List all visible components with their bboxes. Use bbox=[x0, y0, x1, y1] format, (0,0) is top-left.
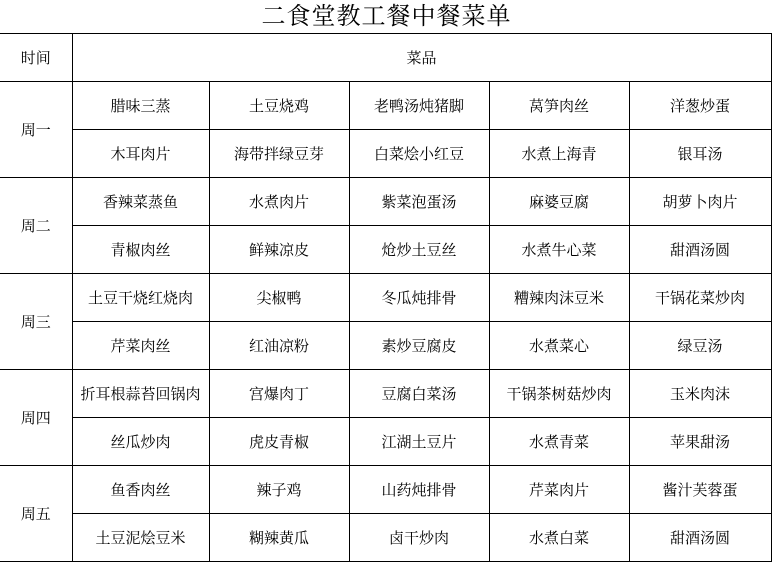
dish-cell: 甜酒汤圆 bbox=[629, 226, 771, 274]
dish-cell: 鲜辣凉皮 bbox=[209, 226, 349, 274]
dish-cell: 辣子鸡 bbox=[209, 466, 349, 514]
dish-cell: 银耳汤 bbox=[629, 130, 771, 178]
dish-cell: 酱汁芙蓉蛋 bbox=[629, 466, 771, 514]
dish-cell: 糟辣肉沫豆米 bbox=[489, 274, 629, 322]
dish-cell: 干锅花菜炒肉 bbox=[629, 274, 771, 322]
day-cell: 周五 bbox=[0, 466, 72, 562]
dish-cell: 虎皮青椒 bbox=[209, 418, 349, 466]
table-row bbox=[0, 226, 771, 274]
day-cell: 周四 bbox=[0, 370, 72, 466]
dish-cell: 糊辣黄瓜 bbox=[209, 514, 349, 562]
dish-cell: 绿豆汤 bbox=[629, 322, 771, 370]
day-cell: 周二 bbox=[0, 178, 72, 274]
header-row bbox=[0, 34, 771, 82]
day-cell: 周三 bbox=[0, 274, 72, 370]
dish-cell: 紫菜泡蛋汤 bbox=[349, 178, 489, 226]
table-row bbox=[0, 82, 771, 130]
dish-cell: 香辣菜蒸鱼 bbox=[72, 178, 209, 226]
menu-table bbox=[0, 33, 772, 562]
dish-cell: 白菜烩小红豆 bbox=[349, 130, 489, 178]
dish-cell: 干锅茶树菇炒肉 bbox=[489, 370, 629, 418]
dish-cell: 水煮青菜 bbox=[489, 418, 629, 466]
dish-cell: 洋葱炒蛋 bbox=[629, 82, 771, 130]
header-dishes: 菜品 bbox=[72, 34, 771, 82]
table-row bbox=[0, 130, 771, 178]
dish-cell: 水煮牛心菜 bbox=[489, 226, 629, 274]
table-row bbox=[0, 466, 771, 514]
dish-cell: 甜酒汤圆 bbox=[629, 514, 771, 562]
table-row bbox=[0, 370, 771, 418]
dish-cell: 丝瓜炒肉 bbox=[72, 418, 209, 466]
dish-cell: 海带拌绿豆芽 bbox=[209, 130, 349, 178]
dish-cell: 芹菜肉丝 bbox=[72, 322, 209, 370]
dish-cell: 芹菜肉片 bbox=[489, 466, 629, 514]
dish-cell: 素炒豆腐皮 bbox=[349, 322, 489, 370]
dish-cell: 土豆泥烩豆米 bbox=[72, 514, 209, 562]
table-row bbox=[0, 322, 771, 370]
dish-cell: 鱼香肉丝 bbox=[72, 466, 209, 514]
header-time: 时间 bbox=[0, 34, 72, 82]
dish-cell: 土豆干烧红烧肉 bbox=[72, 274, 209, 322]
dish-cell: 莴笋肉丝 bbox=[489, 82, 629, 130]
dish-cell: 山药炖排骨 bbox=[349, 466, 489, 514]
dish-cell: 宫爆肉丁 bbox=[209, 370, 349, 418]
dish-cell: 红油凉粉 bbox=[209, 322, 349, 370]
dish-cell: 水煮肉片 bbox=[209, 178, 349, 226]
dish-cell: 胡萝卜肉片 bbox=[629, 178, 771, 226]
dish-cell: 豆腐白菜汤 bbox=[349, 370, 489, 418]
dish-cell: 玉米肉沫 bbox=[629, 370, 771, 418]
dish-cell: 折耳根蒜苔回锅肉 bbox=[72, 370, 209, 418]
page-title: 二食堂教工餐中餐菜单 bbox=[261, 2, 512, 30]
day-cell: 周一 bbox=[0, 82, 72, 178]
dish-cell: 卤干炒肉 bbox=[349, 514, 489, 562]
dish-cell: 土豆烧鸡 bbox=[209, 82, 349, 130]
dish-cell: 水煮白菜 bbox=[489, 514, 629, 562]
table-row bbox=[0, 274, 771, 322]
dish-cell: 苹果甜汤 bbox=[629, 418, 771, 466]
dish-cell: 尖椒鸭 bbox=[209, 274, 349, 322]
dish-cell: 水煮菜心 bbox=[489, 322, 629, 370]
dish-cell: 江湖土豆片 bbox=[349, 418, 489, 466]
dish-cell: 老鸭汤炖猪脚 bbox=[349, 82, 489, 130]
dish-cell: 木耳肉片 bbox=[72, 130, 209, 178]
dish-cell: 冬瓜炖排骨 bbox=[349, 274, 489, 322]
dish-cell: 炝炒土豆丝 bbox=[349, 226, 489, 274]
dish-cell: 腊味三蒸 bbox=[72, 82, 209, 130]
dish-cell: 麻婆豆腐 bbox=[489, 178, 629, 226]
dish-cell: 青椒肉丝 bbox=[72, 226, 209, 274]
dish-cell: 水煮上海青 bbox=[489, 130, 629, 178]
table-row bbox=[0, 514, 771, 562]
table-row bbox=[0, 418, 771, 466]
table-row bbox=[0, 178, 771, 226]
